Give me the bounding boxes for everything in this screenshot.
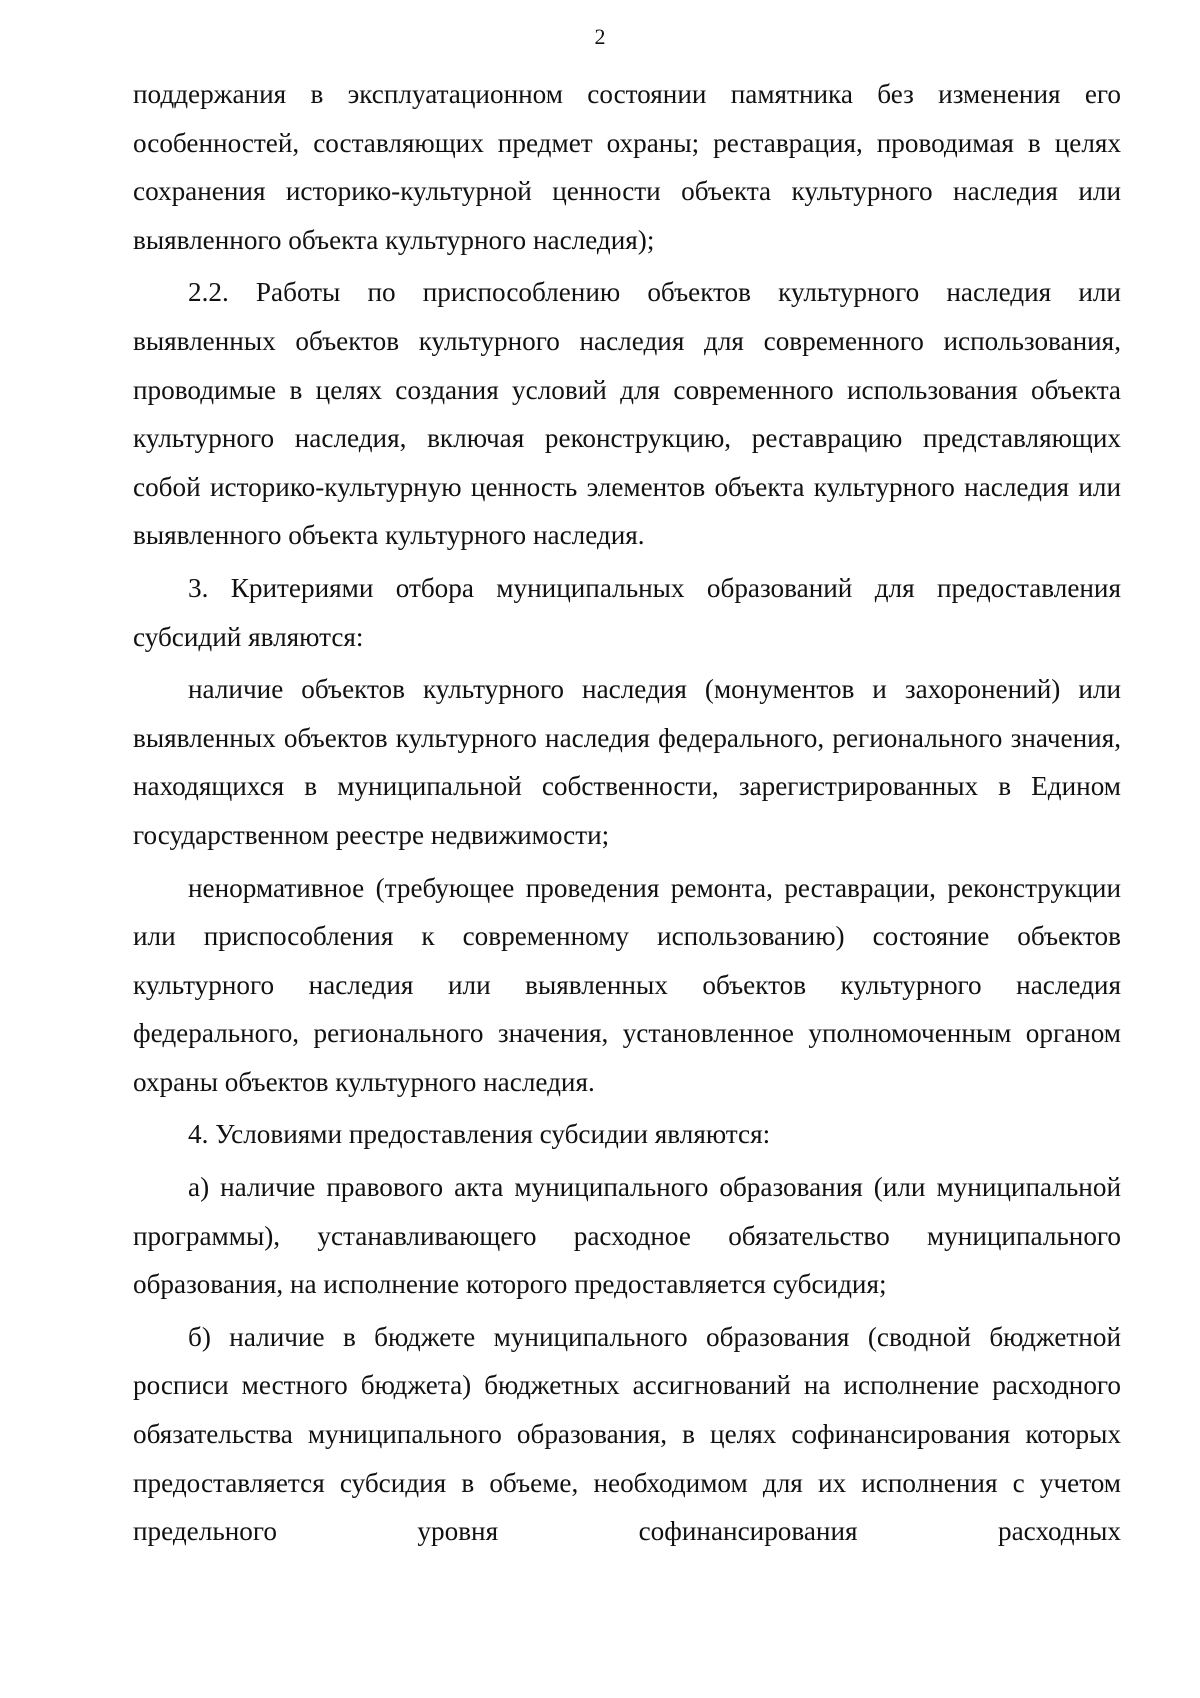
paragraph-condition-a: а) наличие правового акта муниципального образования (или муниципальной программы), устанавливающего расходное обязательство муниципального образования, на исполнение которого предоставляется субсидия; [133, 1172, 1121, 1300]
paragraph-criterion-2: ненормативное (требующее проведения ремонта, реставрации, реконструкции или приспособления к современному использованию) состояние объектов культурного наследия или выявленных объектов культурного наследия федерального, регионального значения, установленное уполномоченным органом охраны объектов культурного наследия. [133, 872, 1121, 1097]
page-number: 2 [594, 24, 606, 49]
paragraph-2-2: 2.2. Работы по приспособлению объектов культурного наследия или выявленных объектов культурного наследия для современного использования, проводимые в целях создания условий для современного использования объекта культурного наследия, включая реконструкцию, реставрацию представляющих собой историко-культурную ценность элементов объекта культурного наследия или выявленного объекта культурного наследия. [133, 277, 1121, 551]
paragraph-3: 3. Критериями отбора муниципальных образований для предоставления субсидий являются: [133, 572, 1121, 652]
paragraph-condition-b: б) наличие в бюджете муниципального образования (сводной бюджетной росписи местного бюджета) бюджетных ассигнований на исполнение расходного обязательства муниципального образования, в целях софинансирования которых предоставляется субсидия в объеме, необходимом для их исполнения с учетом предельного уровня софинансирования расходных [133, 1321, 1121, 1547]
document-body [133, 70, 1121, 1560]
paragraph-criterion-1: наличие объектов культурного наследия (монументов и захоронений) или выявленных объектов культурного наследия федерального, регионального значения, находящихся в муниципальной собственности, зарегистрированных в Едином государственном реестре недвижимости; [133, 674, 1121, 850]
paragraph-continuation: поддержания в эксплуатационном состоянии памятника без изменения его особенностей, составляющих предмет охраны; реставрация, проводимая в целях сохранения историко-культурной ценности объекта культурного наследия или выявленного объекта культурного наследия); [133, 79, 1121, 255]
paragraph-4: 4. Условиями предоставления субсидии являются: [188, 1119, 771, 1150]
